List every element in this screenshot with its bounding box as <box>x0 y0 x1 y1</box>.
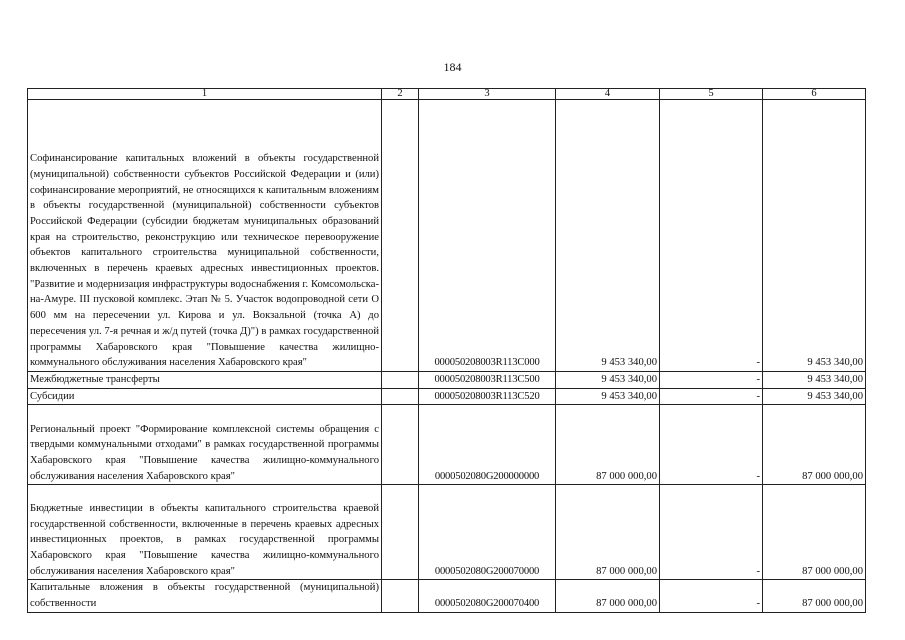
row-col5: - <box>660 485 763 580</box>
column-header-1: 1 <box>28 89 382 100</box>
budget-table <box>27 88 866 613</box>
row-name: Межбюджетные трансферты <box>28 372 382 389</box>
row-code: 0000502080G200000000 <box>419 405 556 485</box>
row-name: Софинансирование капитальных вложений в объекты государственной (муниципальной) собственности субъектов Российской Федерации и (или) софинансирование мероприятий, не относящихся к капитальным вложениям в объекты государственной (муниципальной) собственности субъектов Российской Федерации (субсидии бюджетам муниципальных образований края на строительство, реконструкцию или техническое перевооружение объектов капитального строительства муниципальной собственности, включенных в перечень краевых адресных инвестиционных проектов. "Развитие и модернизация инфраструктуры водоснабжения г. Комсомольска-на-Амуре. III пусковой комплекс. Этап № 5. Участок водопроводной сети О 600 мм на пересечении ул. Кирова и ул. Вокзальной (точка А) до пересечения ул. 7-я речная и ж/д путей (точка Д)") в рамках государственной программы Хабаровского края "Повышение качества жилищно-коммунального обслуживания населения Хабаровского края" <box>28 100 382 372</box>
row-name: Капитальные вложения в объекты государственной (муниципальной) собственности <box>28 580 382 612</box>
row-name: Субсидии <box>28 388 382 405</box>
table-row <box>28 388 866 405</box>
row-amount: 9 453 340,00 <box>556 388 660 405</box>
column-header-2: 2 <box>382 89 419 100</box>
row-code: 000050208003R113С520 <box>419 388 556 405</box>
table-row <box>28 372 866 389</box>
row-total: 9 453 340,00 <box>763 100 866 372</box>
column-header-3: 3 <box>419 89 556 100</box>
row-col5: - <box>660 100 763 372</box>
table-row <box>28 485 866 580</box>
row-code: 000050208003R113С500 <box>419 372 556 389</box>
row-code: 0000502080G200070400 <box>419 580 556 612</box>
row-col2 <box>382 372 419 389</box>
column-header-4: 4 <box>556 89 660 100</box>
row-name: Бюджетные инвестиции в объекты капитального строительства краевой государственной собственности, включенные в перечень краевых адресных инвестиционных проектов, в рамках государственной программы Хабаровского края "Повышение качества жилищно-коммунального обслуживания населения Хабаровского края" <box>28 485 382 580</box>
row-col2 <box>382 100 419 372</box>
row-amount: 9 453 340,00 <box>556 100 660 372</box>
row-col2 <box>382 405 419 485</box>
table-row <box>28 580 866 612</box>
row-amount: 9 453 340,00 <box>556 372 660 389</box>
row-amount: 87 000 000,00 <box>556 485 660 580</box>
table-row <box>28 100 866 372</box>
row-amount: 87 000 000,00 <box>556 580 660 612</box>
row-total: 87 000 000,00 <box>763 580 866 612</box>
row-total: 9 453 340,00 <box>763 372 866 389</box>
row-code: 000050208003R113С000 <box>419 100 556 372</box>
table-row <box>28 405 866 485</box>
table-header-row <box>28 89 866 100</box>
row-col5: - <box>660 580 763 612</box>
page-number: 184 <box>443 60 462 74</box>
row-col5: - <box>660 372 763 389</box>
row-amount: 87 000 000,00 <box>556 405 660 485</box>
row-col2 <box>382 388 419 405</box>
row-col2 <box>382 485 419 580</box>
row-name: Региональный проект "Формирование комплексной системы обращения с твердыми коммунальными отходами" в рамках государственной программы Хабаровского края "Повышение качества жилищно-коммунального обслуживания населения Хабаровского края" <box>28 405 382 485</box>
row-total: 87 000 000,00 <box>763 485 866 580</box>
column-header-5: 5 <box>660 89 763 100</box>
row-code: 0000502080G200070000 <box>419 485 556 580</box>
row-col2 <box>382 580 419 612</box>
row-col5: - <box>660 388 763 405</box>
row-col5: - <box>660 405 763 485</box>
row-total: 9 453 340,00 <box>763 388 866 405</box>
row-total: 87 000 000,00 <box>763 405 866 485</box>
column-header-6: 6 <box>763 89 866 100</box>
